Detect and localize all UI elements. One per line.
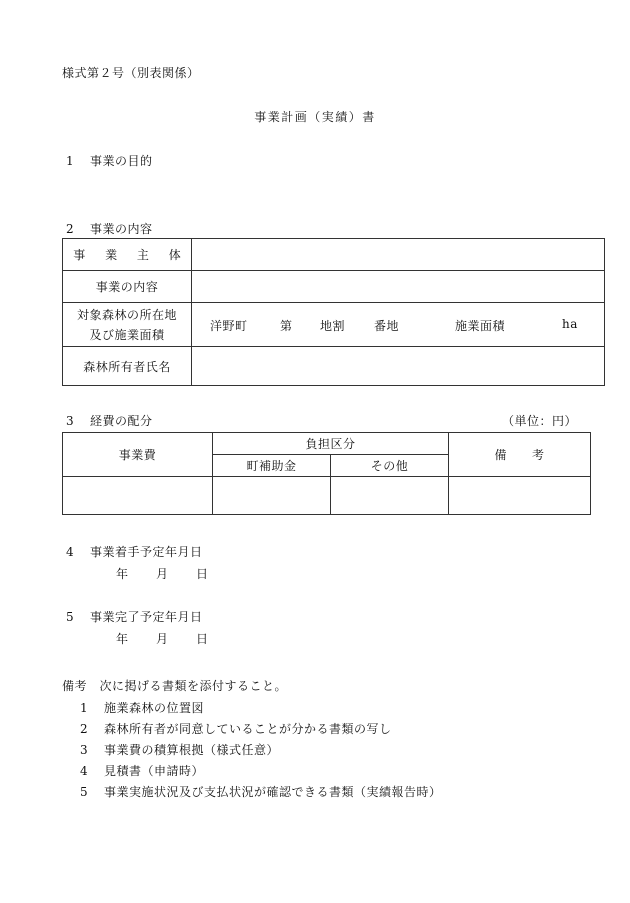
table-row: [63, 303, 605, 347]
location-fields: [192, 303, 604, 346]
expense-table: [62, 432, 591, 515]
content-value-cell[interactable]: [192, 271, 605, 303]
section-2-number: 2: [66, 222, 75, 236]
form-number: 様式第２号（別表関係）: [62, 66, 200, 80]
section-3-title: 経費の配分: [90, 414, 153, 428]
note-number: 3: [80, 743, 89, 757]
remarks-cell[interactable]: [449, 477, 591, 515]
list-item: [80, 783, 442, 800]
table-row: [63, 477, 591, 515]
note-text: 見積書（申請時）: [104, 764, 205, 778]
section-3-heading: [66, 412, 153, 429]
table-row: [63, 347, 605, 386]
completion-year-label: 年: [116, 632, 129, 646]
start-year-label: 年: [116, 567, 129, 581]
start-day-label: 日: [196, 567, 209, 581]
section-5-number: 5: [66, 610, 75, 624]
completion-day-label: 日: [196, 632, 209, 646]
list-item: [80, 762, 204, 779]
section-5-title: 事業完了予定年月日: [90, 610, 203, 624]
note-text: 森林所有者が同意していることが分かる書類の写し: [104, 722, 392, 736]
list-item: [80, 699, 204, 716]
table-row: [63, 271, 605, 303]
section-4-heading: [66, 543, 203, 560]
table-header-row: [63, 433, 591, 455]
town-subsidy-cell[interactable]: [213, 477, 331, 515]
completion-date-fields[interactable]: [116, 630, 209, 647]
section-1-number: 1: [66, 154, 75, 168]
start-month-label: 月: [156, 567, 169, 581]
section-1-heading: [66, 152, 153, 169]
section-3-number: 3: [66, 414, 75, 428]
chiwari-label: 地割: [320, 319, 346, 333]
project-content-table: [62, 238, 605, 386]
section-1-title: 事業の目的: [90, 154, 153, 168]
project-cost-header: 事業費: [63, 433, 213, 477]
entity-label: 事 業 主 体: [73, 248, 189, 262]
document-title: 事業計画（実績）書: [254, 110, 376, 124]
section-5-heading: [66, 608, 203, 625]
list-item: [80, 741, 279, 758]
notes-heading: 備考 次に掲げる書類を添付すること。: [62, 679, 288, 693]
remarks-header: 備 考: [449, 433, 591, 477]
start-date-fields[interactable]: [116, 565, 209, 582]
location-label-cell: [63, 303, 192, 347]
location-label-line2: 及び施業面積: [89, 327, 165, 342]
town-subsidy-header: 町補助金: [213, 455, 331, 477]
completion-month-label: 月: [156, 632, 169, 646]
content-label-cell: [63, 271, 192, 303]
section-4-number: 4: [66, 545, 75, 559]
other-header: その他: [331, 455, 449, 477]
list-item: [80, 720, 392, 737]
note-number: 4: [80, 764, 89, 778]
section-2-heading: [66, 220, 153, 237]
table-row: [63, 239, 605, 271]
burden-header: 負担区分: [213, 433, 449, 455]
entity-value-cell[interactable]: [192, 239, 605, 271]
entity-label-cell: [63, 239, 192, 271]
location-label-line1: 対象森林の所在地: [76, 307, 177, 322]
project-cost-cell[interactable]: [63, 477, 213, 515]
location-value-cell[interactable]: [192, 303, 605, 347]
content-label: 事業の内容: [95, 280, 159, 294]
section-4-title: 事業着手予定年月日: [90, 545, 203, 559]
note-number: 5: [80, 785, 89, 799]
town-name: 洋野町: [210, 319, 248, 333]
note-text: 事業費の積算根拠（様式任意）: [104, 743, 280, 757]
owner-value-cell[interactable]: [192, 347, 605, 386]
area-unit: ha: [562, 317, 578, 331]
section-2-title: 事業の内容: [90, 222, 153, 236]
note-number: 2: [80, 722, 89, 736]
dai-label: 第: [280, 319, 293, 333]
other-cell[interactable]: [331, 477, 449, 515]
note-number: 1: [80, 701, 89, 715]
note-text: 事業実施状況及び支払状況が確認できる書類（実績報告時）: [104, 785, 442, 799]
banchi-label: 番地: [374, 319, 400, 333]
unit-note: （単位：円）: [502, 414, 578, 428]
note-text: 施業森林の位置図: [104, 701, 205, 715]
owner-label: 森林所有者氏名: [83, 359, 171, 374]
owner-label-cell: [63, 347, 192, 386]
area-label: 施業面積: [455, 319, 506, 333]
